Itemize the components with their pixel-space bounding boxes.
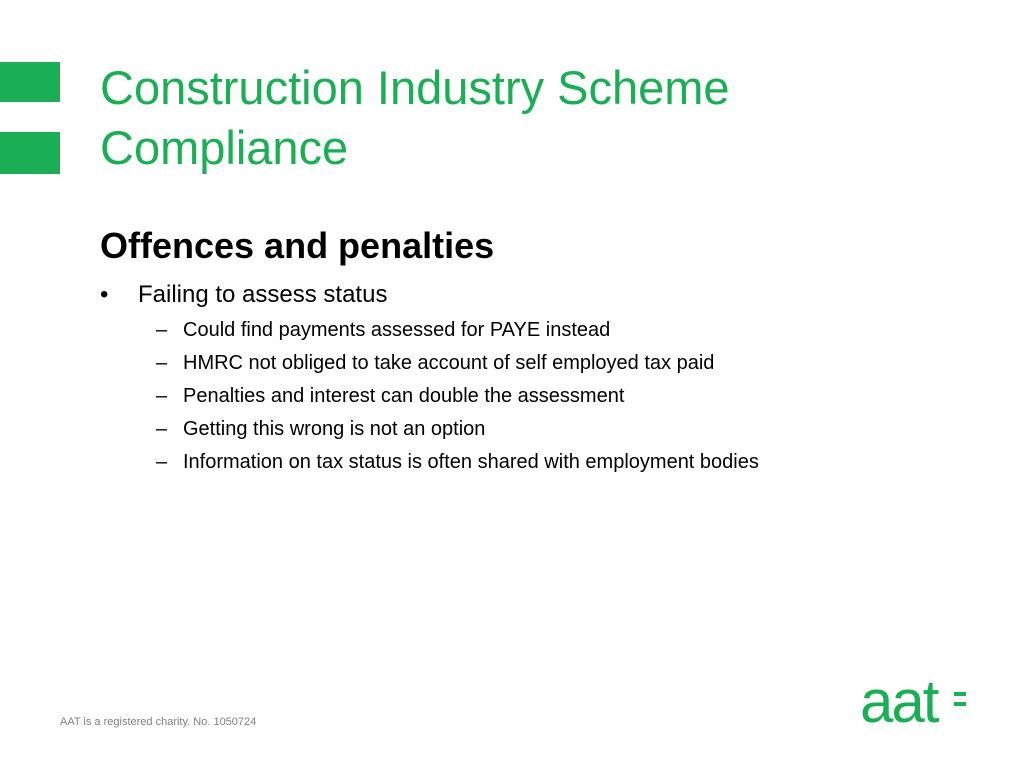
dash-marker: – <box>156 352 168 374</box>
sub-list <box>100 314 980 479</box>
dash-marker: – <box>156 319 168 341</box>
section-heading: Offences and penalties <box>100 225 495 266</box>
bullet-item <box>100 278 980 312</box>
sub-item <box>100 314 980 347</box>
logo-dash-top <box>954 692 966 696</box>
slide-title <box>100 58 980 178</box>
sub-item-text: Penalties and interest can double the assessment <box>183 385 625 407</box>
dash-marker: – <box>156 451 168 473</box>
bullet-text: Failing to assess status <box>138 281 388 308</box>
title-line-2: Compliance <box>100 121 349 174</box>
charity-footer: AAT is a registered charity. No. 1050724 <box>60 716 257 728</box>
sub-item <box>100 413 980 446</box>
bullet-marker: • <box>100 281 109 308</box>
dash-marker: – <box>156 418 168 440</box>
logo-wordmark: aat <box>860 668 938 735</box>
aat-logo <box>860 668 970 735</box>
sub-item-text: Getting this wrong is not an option <box>183 418 486 440</box>
accent-bar-top <box>0 62 60 102</box>
dash-marker: – <box>156 385 168 407</box>
sub-item <box>100 347 980 380</box>
slide-content <box>100 222 980 479</box>
sub-item <box>100 380 980 413</box>
sub-item-text: Information on tax status is often shared with employment bodies <box>183 451 759 473</box>
sub-item-text: Could find payments assessed for PAYE instead <box>183 319 611 341</box>
title-line-1: Construction Industry Scheme <box>100 61 730 114</box>
sub-item <box>100 446 980 479</box>
accent-bar-bottom <box>0 132 60 174</box>
logo-dash-bottom <box>954 702 966 706</box>
sub-item-text: HMRC not obliged to take account of self employed tax paid <box>183 352 715 374</box>
